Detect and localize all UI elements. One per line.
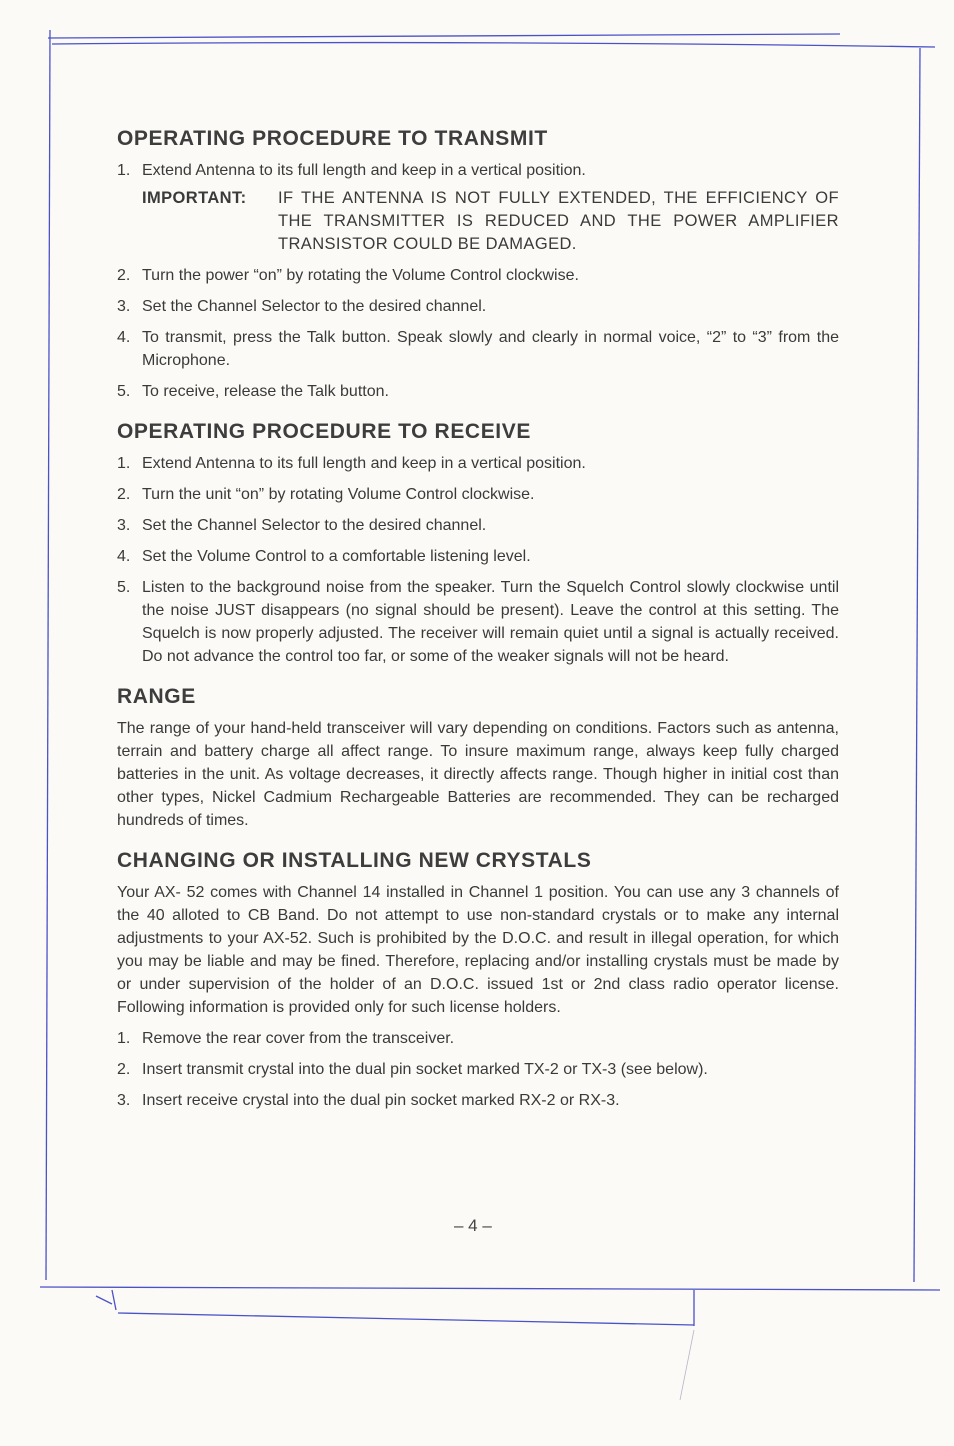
- item-number: 4.: [117, 548, 131, 565]
- range-body: The range of your hand-held transceiver will vary depending on conditions. Factors such as antenna, terrain and battery charge all affect range. To insure maximum range, always keep fully charged batteries in the unit. As voltage decreases, it directly affects range. Though higher in initial cost than other types, Nickel Cadmium Rechargeable Batteries are recommended. They can be recharged hundreds of times.: [117, 720, 839, 829]
- manual-page: [117, 126, 839, 1128]
- list-item: [117, 264, 839, 287]
- important-note: [117, 187, 839, 256]
- item-number: 5.: [117, 579, 131, 596]
- item-text: Listen to the background noise from the speaker. Turn the Squelch Control slowly clockwise until the noise JUST disappears (no signal should be present). Leave the control at this setting. The Squelch is now properly adjusted. The receiver will remain quiet until a signal is actually received. Do not advance the control too far, or some of the weaker signals will not be heard.: [142, 579, 839, 665]
- important-text: IF THE ANTENNA IS NOT FULLY EXTENDED, THE EFFICIENCY OF THE TRANSMITTER IS REDUCED AND THE POWER AMPLIFIER TRANSISTOR COULD BE DAMAGED.: [278, 189, 839, 253]
- item-number: 3.: [117, 517, 131, 534]
- item-text: Extend Antenna to its full length and keep in a vertical position.: [142, 455, 586, 472]
- item-number: 5.: [117, 383, 131, 400]
- item-text: Turn the unit “on” by rotating Volume Control clockwise.: [142, 486, 535, 503]
- item-number: 1.: [117, 162, 131, 179]
- list-item: [117, 159, 839, 182]
- crystals-list: [117, 1027, 839, 1112]
- item-number: 4.: [117, 329, 131, 346]
- list-item: [117, 576, 839, 668]
- item-number: 1.: [117, 455, 131, 472]
- item-number: 2.: [117, 1061, 131, 1078]
- section-range: [117, 684, 839, 832]
- list-item: [117, 545, 839, 568]
- item-number: 2.: [117, 486, 131, 503]
- item-text: Set the Channel Selector to the desired channel.: [142, 517, 487, 534]
- heading-transmit: OPERATING PROCEDURE TO TRANSMIT: [117, 127, 548, 150]
- section-receive: [117, 419, 839, 668]
- item-number: 1.: [117, 1030, 131, 1047]
- section-crystals: [117, 848, 839, 1112]
- list-item: [117, 483, 839, 506]
- page-number: – 4 –: [454, 1216, 492, 1235]
- item-number: 2.: [117, 267, 131, 284]
- item-text: Insert transmit crystal into the dual pin socket marked TX-2 or TX-3 (see below).: [142, 1061, 708, 1078]
- list-item: [117, 326, 839, 372]
- crystals-body: Your AX- 52 comes with Channel 14 installed in Channel 1 position. You can use any 3 channels of the 40 alloted to CB Band. Do not attempt to use non-standard crystals or to make any internal adjustments to your AX-52. Such is prohibited by the D.O.C. and result in illegal operation, for which you may be liable and may be fined. Therefore, replacing and/or installing crystals must be made by or under supervision of the holder of an D.O.C. issued 1st or 2nd class radio operator license. Following information is provided only for such license holders.: [117, 884, 839, 1016]
- list-item: [117, 1058, 839, 1081]
- item-number: 3.: [117, 1092, 131, 1109]
- heading-range: RANGE: [117, 685, 196, 708]
- transmit-list: [117, 159, 839, 182]
- heading-crystals: CHANGING OR INSTALLING NEW CRYSTALS: [117, 849, 592, 872]
- item-text: Extend Antenna to its full length and keep in a vertical position.: [142, 162, 586, 179]
- item-number: 3.: [117, 298, 131, 315]
- heading-receive: OPERATING PROCEDURE TO RECEIVE: [117, 420, 531, 443]
- section-transmit: [117, 126, 839, 403]
- item-text: To transmit, press the Talk button. Speak slowly and clearly in normal voice, “2” to “3” from the Microphone.: [142, 329, 839, 369]
- item-text: To receive, release the Talk button.: [142, 383, 389, 400]
- item-text: Insert receive crystal into the dual pin socket marked RX-2 or RX-3.: [142, 1092, 620, 1109]
- item-text: Set the Volume Control to a comfortable listening level.: [142, 548, 531, 565]
- list-item: [117, 1089, 839, 1112]
- list-item: [117, 1027, 839, 1050]
- transmit-list-continued: [117, 264, 839, 403]
- list-item: [117, 452, 839, 475]
- item-text: Turn the power “on” by rotating the Volume Control clockwise.: [142, 267, 579, 284]
- list-item: [117, 380, 839, 403]
- receive-list: [117, 452, 839, 668]
- list-item: [117, 514, 839, 537]
- item-text: Set the Channel Selector to the desired channel.: [142, 298, 487, 315]
- important-label: IMPORTANT:: [142, 189, 247, 207]
- item-text: Remove the rear cover from the transceiver.: [142, 1030, 455, 1047]
- list-item: [117, 295, 839, 318]
